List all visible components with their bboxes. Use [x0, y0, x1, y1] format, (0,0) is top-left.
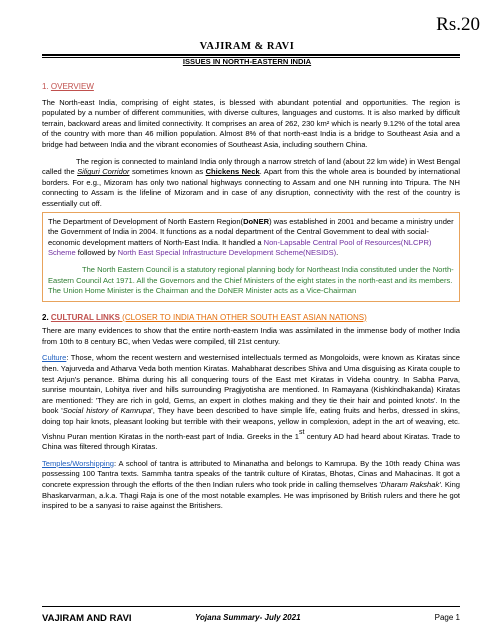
book-title: Social history of Kamrupa: [62, 406, 152, 416]
cultural-heading-text: CULTURAL LINKS: [50, 312, 120, 322]
temples-paragraph: [42, 459, 460, 512]
temples-label: Temples/Worshipping: [42, 458, 115, 468]
text-run: The region is connected to mainland India only through a narrow stretch of land (about 22 km wide) in West Bengal called the: [42, 156, 460, 177]
dharam-rakshak-term: Dharam Rakshak': [380, 480, 441, 489]
nlcpr-scheme: Non-Lapsable Central Pool of Resources(NLCPR) Scheme: [48, 237, 432, 258]
doner-term: DoNER: [243, 216, 270, 226]
culture-label: Culture: [42, 353, 67, 363]
price-label: Rs.20: [436, 14, 480, 35]
text-run: followed by: [75, 248, 118, 258]
footer-rule: [42, 606, 460, 607]
overview-paragraph-2: [42, 157, 460, 210]
doner-info-box: [42, 212, 460, 302]
nec-paragraph: The North Eastern Council is a statutory regional planning body for Northeast India constituted under the North-Eastern Council Act 1971. All the Governors and the Chief Ministers of the eight states in the north-east and its members. The Union Home Minister is the Chairman and the DoNER Minister acts as a Vice-Chairman: [48, 264, 454, 296]
text-run: The Department of Development of North Eastern Region(: [48, 216, 244, 226]
cultural-intro: There are many evidences to show that the entire north-eastern India was assimilated in the immense body of mother India from 10th to 8 century BC, when Vedas were compiled, till 21st century.: [42, 326, 460, 346]
overview-heading: [42, 82, 460, 93]
footer-title: Yojana Summary- July 2021: [195, 613, 301, 622]
text-run: . King Bhaskarvarman, a.k.a. Thagi Raja is one of the most notable examples. He was imprisoned by British rulers and there he got inspired to be a sanyasi to raise against the Britishers.: [42, 480, 460, 511]
cultural-heading-note: (CLOSER TO INDIA THAN OTHER SOUTH EAST ASIAN NATIONS): [119, 312, 367, 322]
text-run: : A school of tantra is attributed to Minanatha and belongs to Kamrupa. By the 10th ready China was possessing 100 Tantra texts. Sammha tantra speaks of the tantrik culture of Kiratas, Bhotas, Cinas and Mahacinas. It got a concrete expression through the efforts of the then Indian rulers who took pride in calling themselves ': [42, 458, 460, 489]
text-run: ) was established in 2001 and became a ministry under the Government of India in 2004. It functions as a nodal department of the Central Government to deal with social-economic development matters of North-East India. It handled a: [48, 216, 454, 247]
overview-paragraph-1: The North-east India, comprising of eight states, is blessed with abundant potential and opportunities. The region is populated by a number of different communities, with diverse cultures, languages and customs. It is also marked by difficult terrain, backward areas and limited connectivity. It comprises an area of 262, 230 km² which is nearly 9.12% of the total area of the country with more than 46 million population. Almost 8% of that north-east India is a bridge to Southeast Asia and a bridge had between India and the vibrant economies of Southeast Asia, including southern China.: [42, 97, 460, 149]
text-run: century AD had heard about Kiratas. Trade to China was filtered through Kiratas.: [42, 431, 460, 452]
cultural-heading: [42, 313, 460, 324]
text-run: sometimes known as: [129, 167, 206, 177]
text-run: : Those, whom the recent western and westernised intellectuals termed as Mongoloids, were known as Kiratas since then. Yajurveda and Atharva Veda both mention Kiratas. Mahabharat describes Shiva and Uma disguising as Kirata couple to test Arjun's penance. Bhima during his all conquering tours of the East met Kiratas in Videha country. In Sabha Parva, sunrise mountain, Lohitya river and hills surrounding Pragjyotisha are mentioned. In Ramayana (Kishkindhakanda) Kiratas are mentioned: 'They are rich in gold, Gems, an expert in clothes making and they tie their hair and pointed knots'. In the book ': [42, 353, 460, 416]
header-rule-thick: [42, 54, 460, 56]
text-run: . Apart from this the whole area is bounded by international borders. For e.g., Mizoram has only two national highways connecting to Assam and one NH running into Tripura. The NH connecting to Assam is the lifeline of Mizoram and in case of any disruption, connectivity with the rest of the country is essentially cut off.: [42, 167, 460, 208]
page-number: Page 1: [434, 613, 460, 622]
overview-number: 1.: [42, 82, 51, 91]
culture-paragraph: [42, 353, 460, 452]
text-run: ', They have been described to have simple life, eating fruits and herbs, dressed in skins, doing top hair knots, pleasant looking but terrible with their weapons, yellow in complexion, adept in the art of weaving, etc. Vishnu Puran mention Kiratas in the north-east part of India. Greeks in the 1: [42, 406, 460, 441]
document-subtitle: ISSUES IN NORTH-EASTERN INDIA: [182, 57, 312, 66]
doner-paragraph: [48, 217, 454, 259]
footer-brand: VAJIRAM AND RAVI: [42, 613, 132, 624]
brand-name: VAJIRAM & RAVI: [199, 41, 295, 52]
text-run: .: [336, 248, 339, 258]
cultural-number: 2.: [42, 312, 51, 322]
chickens-neck-term: Chickens Neck: [205, 167, 260, 177]
nesids-scheme: North East Special Infrastructure Development Scheme(NESIDS): [117, 248, 337, 258]
overview-heading-text: OVERVIEW: [50, 82, 94, 91]
siliguri-corridor-term: Siliguri Corridor: [77, 167, 130, 177]
document-body: [42, 82, 460, 512]
superscript: st: [298, 428, 305, 436]
